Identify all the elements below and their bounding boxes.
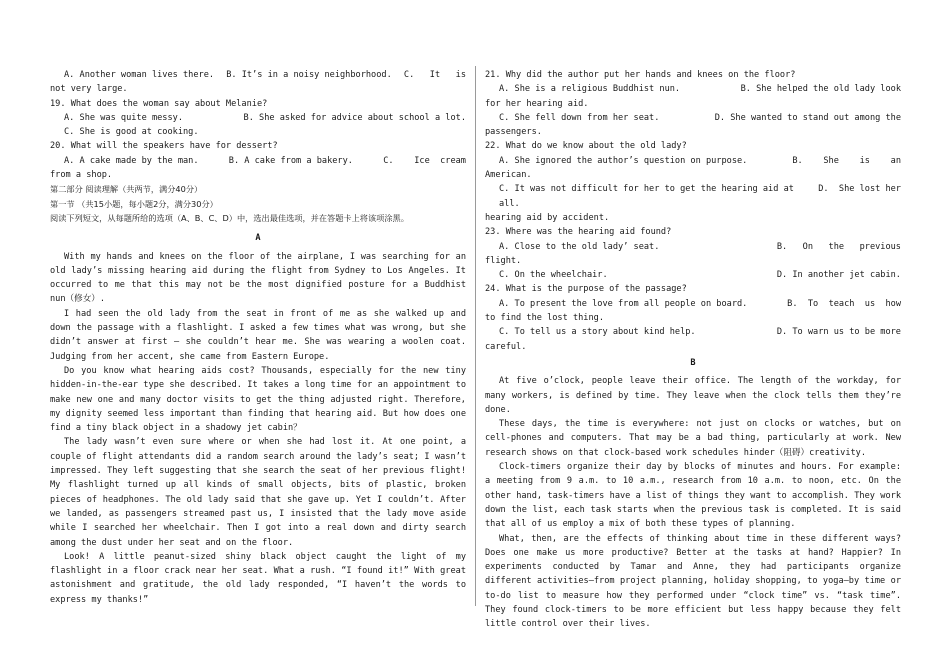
- q20-options-row: [50, 154, 466, 168]
- q22-options-row-2: [485, 182, 901, 211]
- q23-question: 23. Where was the hearing aid found?: [485, 227, 672, 238]
- q21-option-a: A. She is a religious Buddhist nun.: [499, 84, 681, 95]
- q18-options-row: [50, 68, 466, 82]
- q19-question: 19. What does the woman say about Melanie?: [50, 98, 268, 109]
- q21-option-c: C. She fell down from her seat.: [499, 112, 660, 123]
- q24-option-c: C. To tell us a story about kind help.: [499, 327, 696, 338]
- part-two-title: 第二部分 阅读理解（共两节，满分40分）: [50, 184, 203, 195]
- q23-option-b-cont: flight.: [485, 255, 522, 266]
- q24-option-a: A. To present the love from all people on board.: [499, 298, 748, 309]
- q22-option-b-start: B. She is an: [792, 155, 901, 166]
- q20-question: 20. What will the speakers have for dessert?: [50, 141, 278, 152]
- q23-options-row-2: [485, 268, 901, 282]
- q24-option-b-start: B. To teach us how: [787, 298, 901, 309]
- q24-option-d-start: D. To warn us to be more: [776, 327, 901, 338]
- passage-a-paragraph: I had seen the old lady from the seat in front of me as she walked up and down the passage with a flashlight. I asked a few times what was wrong, but she didn’t answer at first — she couldn’t hear me. She was wearing a woolen coat. Judging from her accent, she came from Eastern Europe.: [50, 308, 466, 362]
- passage-a-paragraph: With my hands and knees on the floor of the airplane, I was searching for an old lady’s missing hearing aid during the flight from Sydney to Los Angeles. It occurred to me that this may not be the most dignified posture for a Buddhist nun（修女）.: [50, 251, 466, 305]
- passage-b-paragraph: What, then, are the effects of thinking about time in these different ways? Does one make us more productive? Better at the tasks at hand? Happier? In experiments conducted by Tamar and Anne, they had participants organize different activities—from project planning, holiday shopping, to yoga—by time or to-do list to measure how they performed under “clock time” vs. “task time”. They found clock-timers to be more efficient but less happy because they felt little control over their lives.: [485, 533, 901, 630]
- q19-option-c: C. She is good at cooking.: [64, 127, 199, 138]
- q18-option-c-start: C. It is: [403, 70, 466, 80]
- q24-options-row-2: [485, 325, 901, 339]
- q20-option-c-cont: from a shop.: [50, 170, 113, 181]
- q22-option-d-start: D. She lost her: [818, 184, 901, 195]
- q23-options-row-1: [485, 240, 901, 254]
- q24-options-row-1: [485, 297, 901, 311]
- q21-question: 21. Why did the author put her hands and knees on the floor?: [485, 70, 796, 80]
- left-column: [50, 68, 466, 607]
- q22-question: 22. What do we know about the old lady?: [485, 141, 687, 152]
- q19-option-a: A. She was quite messy.: [64, 112, 183, 123]
- q21-option-b-cont: for her hearing aid.: [485, 98, 589, 109]
- q21-option-d-cont: passengers.: [485, 127, 542, 138]
- q18-option-b: B. It’s in a noisy neighborhood.: [226, 70, 392, 80]
- q22-option-c: C. It was not difficult for her to get the hearing aid at all.: [499, 184, 794, 209]
- q22-option-a: A. She ignored the author’s question on purpose.: [499, 155, 748, 166]
- q19-option-b: B. She asked for advice about school a lot.: [243, 112, 466, 123]
- right-column: [485, 68, 901, 632]
- q24-option-b-cont: to find the lost thing.: [485, 313, 604, 324]
- q23-option-b-start: B. On the previous: [776, 241, 901, 252]
- q23-option-c: C. On the wheelchair.: [499, 270, 608, 281]
- q21-option-b-start: B. She helped the old lady look: [740, 84, 901, 95]
- q21-options-row-1: [485, 82, 901, 96]
- q21-options-row-2: [485, 111, 901, 125]
- passage-b-label: B: [690, 357, 696, 368]
- passage-a-paragraph: Do you know what hearing aids cost? Thousands, especially for the new tiny hidden-in-the-ear type she described. It takes a long time for an appointment to make new one and many doctor visits to get the thing adjusted right. Therefore, my dignity seemed less important than finding that hearing aid. But how does one find a tiny black object in a shadowy jet cabin？: [50, 365, 466, 434]
- q22-option-d-cont: hearing aid by accident.: [485, 212, 610, 223]
- q20-option-c-start: C. Ice cream: [383, 155, 466, 166]
- passage-b-paragraph: Clock-timers organize their day by blocks of minutes and hours. For example: a meeting from 9 a.m. to 10 a.m., research from 10 a.m. to noon, etc. On the other hand, task-timers have a list of things they want to accomplish. They work down the list, each task starts when the previous task is completed. It is said that all of us employ a mix of both these types of planning.: [485, 462, 901, 530]
- section-one-title: 第一节 （共15小题，每小题2分，满分30分）: [50, 198, 218, 209]
- passage-b-paragraph: These days, the time is everywhere: not just on clocks or watches, but on cell-phones and computers. That may be a bad thing, particularly at work. New research shows on that clock-based work schedules hinder（阻碍）creativity.: [485, 419, 901, 458]
- q20-option-a: A. A cake made by the man.: [64, 155, 199, 166]
- q20-option-b: B. A cake from a bakery.: [228, 155, 353, 166]
- q19-options-row: [50, 111, 466, 125]
- q24-question: 24. What is the purpose of the passage?: [485, 284, 687, 295]
- passage-a-paragraph: The lady wasn’t even sure where or when she had lost it. At one point, a couple of flight attendants did a random search around the lady’s seat; I wasn’t impressed. They left suggesting that she search the seat of her previous flight! My flashlight turned up all kinds of small objects, bits of plastic, broken pieces of headphones. The old lady said that she gave up. Yet I couldn’t. After we landed, as passengers streamed past us, I insisted that the lady move aside while I searched her wheelchair. Then I got into a real down and dirty search among the dust under her seat and on the floor.: [50, 437, 466, 548]
- q24-option-d-cont: careful.: [485, 341, 527, 352]
- q22-option-b-cont: American.: [485, 170, 532, 181]
- passage-a-paragraph: Look! A little peanut-sized shiny black object caught the light of my flashlight in a floor crack near her seat. What a rush. “I found it!” With great astonishment and gratitude, the old lady responded, “I haven’t the words to express my thanks!”: [50, 551, 466, 605]
- passage-a-label: A: [255, 233, 261, 244]
- q21-option-d-start: D. She wanted to stand out among the: [714, 112, 901, 123]
- q18-option-c-cont: not very large.: [50, 84, 128, 95]
- q22-options-row-1: [485, 154, 901, 168]
- q23-option-a: A. Close to the old lady’ seat.: [499, 241, 660, 252]
- q23-option-d: D. In another jet cabin.: [776, 270, 901, 281]
- instruction-text: 阅读下列短文，从每题所给的选项（A、B、C、D）中，选出最佳选项，并在答题卡上将该项涂黑。: [50, 212, 409, 223]
- q18-option-a: A. Another woman lives there.: [64, 70, 215, 80]
- passage-b-paragraph: At five o’clock, people leave their office. The length of the workday, for many workers, is defined by time. They leave when the clock tells them they’re done.: [485, 376, 901, 415]
- column-divider: [475, 66, 476, 606]
